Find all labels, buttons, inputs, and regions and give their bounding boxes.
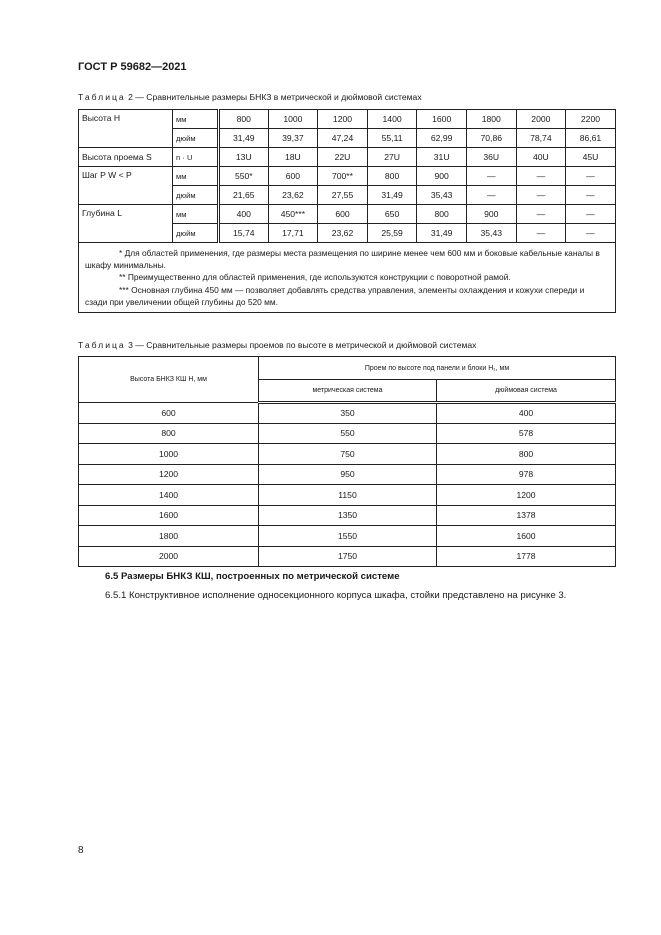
table-row	[79, 444, 616, 465]
value-cell: 86,61	[566, 129, 616, 148]
group-header: Проем по высоте под панели и блоки H₁, мм	[259, 357, 616, 380]
section-heading: 6.5 Размеры БНКЗ КШ, построенных по метрической системе	[105, 571, 400, 582]
value-cell: 17,71	[268, 224, 318, 243]
table-row	[79, 485, 616, 506]
document-title: ГОСТ Р 59682—2021	[78, 61, 187, 73]
value-cell: 1150	[259, 485, 437, 506]
value-cell: 350	[259, 403, 437, 424]
value-cell: 1600	[417, 110, 467, 129]
footnotes-row	[79, 243, 616, 313]
value-cell: 1200	[318, 110, 368, 129]
footnote: * Для областей применения, где размеры места размещения по ширине менее чем 600 мм и боковые кабельные каналы в шкафу минимальны.	[85, 248, 600, 271]
value-cell: —	[466, 186, 516, 205]
value-cell: 15,74	[219, 224, 269, 243]
value-cell: 578	[437, 423, 616, 444]
table-row	[79, 505, 616, 526]
table-row	[79, 205, 616, 224]
value-cell: 600	[79, 403, 259, 424]
value-cell: 47,24	[318, 129, 368, 148]
table-row	[79, 423, 616, 444]
value-cell: 600	[268, 167, 318, 186]
value-cell: 1750	[259, 546, 437, 567]
value-cell: 35,43	[417, 186, 467, 205]
value-cell: 400	[219, 205, 269, 224]
unit-cell: мм	[173, 167, 219, 186]
row-label: Высота проема S	[79, 148, 173, 167]
table-row	[79, 110, 616, 129]
value-cell: 1400	[367, 110, 417, 129]
section-paragraph: 6.5.1 Конструктивное исполнение односекционного корпуса шкафа, стойки представлено на рисунке 3.	[105, 590, 567, 601]
value-cell: —	[566, 224, 616, 243]
value-cell: 700**	[318, 167, 368, 186]
value-cell: 1000	[268, 110, 318, 129]
value-cell: 22U	[318, 148, 368, 167]
value-cell: 2200	[566, 110, 616, 129]
col2-header: метрическая система	[259, 380, 437, 403]
value-cell: 1778	[437, 546, 616, 567]
table-row	[79, 403, 616, 424]
value-cell: 31,49	[219, 129, 269, 148]
value-cell: 40U	[516, 148, 566, 167]
page-number: 8	[78, 845, 84, 856]
caption-text: 2 — Сравнительные размеры БНКЗ в метрической и дюймовой системах	[128, 92, 422, 102]
caption-text: 3 — Сравнительные размеры проемов по высоте в метрической и дюймовой системах	[128, 340, 477, 350]
value-cell: 25,59	[367, 224, 417, 243]
value-cell: 1550	[259, 526, 437, 547]
value-cell: 978	[437, 464, 616, 485]
value-cell: —	[516, 186, 566, 205]
value-cell: —	[566, 205, 616, 224]
footnote: ** Преимущественно для областей применения, где используются конструкции с поворотной рамой.	[119, 272, 511, 283]
value-cell: 1600	[437, 526, 616, 547]
value-cell: 1800	[466, 110, 516, 129]
value-cell: 36U	[466, 148, 516, 167]
value-cell: 27U	[367, 148, 417, 167]
table-row	[79, 167, 616, 186]
value-cell: 1378	[437, 505, 616, 526]
value-cell: 1000	[79, 444, 259, 465]
value-cell: 23,62	[268, 186, 318, 205]
table2-caption	[78, 92, 422, 102]
footnotes	[79, 243, 616, 313]
value-cell: 800	[437, 444, 616, 465]
value-cell: 18U	[268, 148, 318, 167]
value-cell: 1800	[79, 526, 259, 547]
value-cell: 950	[259, 464, 437, 485]
unit-cell: мм	[173, 205, 219, 224]
value-cell: —	[566, 167, 616, 186]
value-cell: 31,49	[367, 186, 417, 205]
value-cell: 1350	[259, 505, 437, 526]
value-cell: 27,55	[318, 186, 368, 205]
value-cell: 70,86	[466, 129, 516, 148]
value-cell: —	[516, 205, 566, 224]
value-cell: 800	[417, 205, 467, 224]
value-cell: 2000	[516, 110, 566, 129]
unit-cell: мм	[173, 110, 219, 129]
value-cell: 400	[437, 403, 616, 424]
unit-cell: дюйм	[173, 224, 219, 243]
col3-header: дюймовая система	[437, 380, 616, 403]
row-label: Глубина L	[79, 205, 173, 243]
value-cell: 62,99	[417, 129, 467, 148]
table-row	[79, 546, 616, 567]
value-cell: 550*	[219, 167, 269, 186]
table3-header-row	[79, 357, 616, 380]
value-cell: 1600	[79, 505, 259, 526]
value-cell: 1200	[437, 485, 616, 506]
col1-header: Высота БНКЗ КШ H, мм	[79, 357, 259, 403]
table3-caption	[78, 340, 476, 350]
table-row	[79, 526, 616, 547]
table3	[78, 356, 616, 567]
unit-cell: дюйм	[173, 186, 219, 205]
value-cell: 21,65	[219, 186, 269, 205]
value-cell: 1200	[79, 464, 259, 485]
value-cell: —	[466, 167, 516, 186]
value-cell: 1400	[79, 485, 259, 506]
unit-cell: n · U	[173, 148, 219, 167]
value-cell: 600	[318, 205, 368, 224]
value-cell: 31,49	[417, 224, 467, 243]
value-cell: —	[516, 167, 566, 186]
value-cell: 31U	[417, 148, 467, 167]
row-label: Высота H	[79, 110, 173, 148]
value-cell: 900	[466, 205, 516, 224]
value-cell: —	[566, 186, 616, 205]
value-cell: 35,43	[466, 224, 516, 243]
value-cell: 13U	[219, 148, 269, 167]
value-cell: 800	[367, 167, 417, 186]
value-cell: 39,37	[268, 129, 318, 148]
value-cell: 2000	[79, 546, 259, 567]
value-cell: 450***	[268, 205, 318, 224]
value-cell: 23,62	[318, 224, 368, 243]
table-row	[79, 464, 616, 485]
value-cell: 800	[219, 110, 269, 129]
caption-prefix: Таблица	[78, 340, 126, 350]
value-cell: 650	[367, 205, 417, 224]
table-row	[79, 148, 616, 167]
value-cell: 750	[259, 444, 437, 465]
footnote: *** Основная глубина 450 мм — позволяет добавлять средства управления, элементы охлаждения и кожухи спереди и сзади при увеличении общей глубины до 520 мм.	[85, 284, 585, 307]
unit-cell: дюйм	[173, 129, 219, 148]
row-label: Шаг P W < P	[79, 167, 173, 205]
caption-prefix: Таблица	[78, 92, 126, 102]
value-cell: 900	[417, 167, 467, 186]
table2	[78, 109, 616, 313]
value-cell: —	[516, 224, 566, 243]
value-cell: 800	[79, 423, 259, 444]
value-cell: 78,74	[516, 129, 566, 148]
value-cell: 55,11	[367, 129, 417, 148]
value-cell: 550	[259, 423, 437, 444]
value-cell: 45U	[566, 148, 616, 167]
